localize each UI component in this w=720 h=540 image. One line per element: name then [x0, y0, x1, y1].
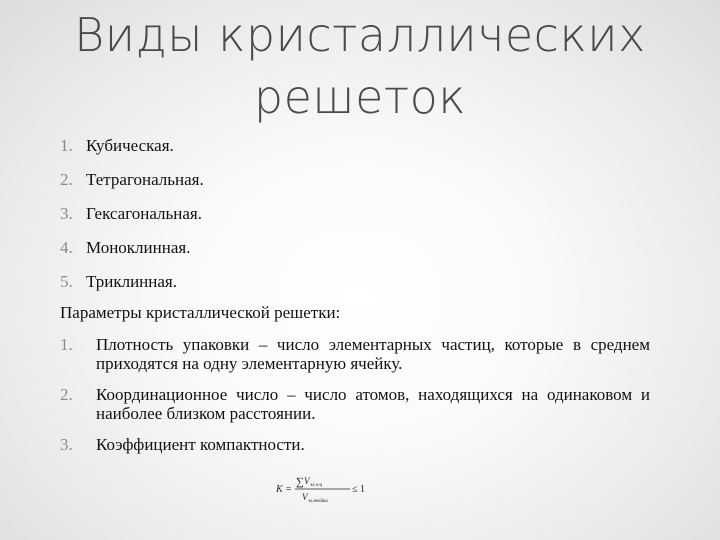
formula-lhs: K =	[276, 484, 292, 495]
item-label: Тетрагональная.	[86, 170, 204, 189]
parameters-heading: Параметры кристаллической решетки:	[60, 303, 341, 322]
item-label: Моноклинная.	[86, 238, 191, 257]
item-number: 5.	[60, 272, 73, 291]
formula-sum: ∑	[296, 476, 304, 488]
formula-sub-denominator: эл.ячейки	[308, 499, 328, 504]
item-number: 3.	[60, 435, 73, 454]
item-label: Кубическая.	[86, 136, 174, 155]
list-item	[60, 134, 204, 168]
item-number: 3.	[60, 204, 73, 223]
formula-v-denominator: V	[302, 492, 308, 502]
compactness-formula	[276, 472, 366, 508]
list-item	[60, 385, 650, 435]
formula-rhs: ≤ 1	[352, 484, 365, 495]
item-number: 1.	[60, 136, 73, 155]
item-text: Координационное число – число атомов, находящихся на одинаковом и наиболее близком расстоянии.	[96, 385, 650, 423]
item-text: Коэффициент компактности.	[96, 435, 305, 454]
item-number: 2.	[60, 385, 73, 404]
item-number: 2.	[60, 170, 73, 189]
slide-title	[40, 4, 680, 128]
item-number: 4.	[60, 238, 73, 257]
item-label: Триклинная.	[86, 272, 177, 291]
slide-title-line-2: решеток	[253, 70, 467, 124]
item-text: Плотность упаковки – число элементарных частиц, которые в среднем приходятся на одну элементарную ячейку.	[96, 335, 650, 373]
slide-title-line-1: Виды кристаллических	[74, 8, 646, 62]
list-item	[60, 168, 204, 202]
list-item	[60, 202, 204, 236]
list-item	[60, 335, 650, 385]
list-item	[60, 435, 650, 465]
list-item	[60, 270, 204, 304]
formula-sub-numerator: эл.ч-ц	[310, 483, 323, 488]
formula-v-numerator: V	[304, 476, 310, 486]
item-number: 1.	[60, 335, 73, 354]
item-label: Гексагональная.	[86, 204, 203, 223]
list-item	[60, 236, 204, 270]
lattice-types-list	[60, 134, 204, 304]
parameters-list	[60, 335, 650, 465]
